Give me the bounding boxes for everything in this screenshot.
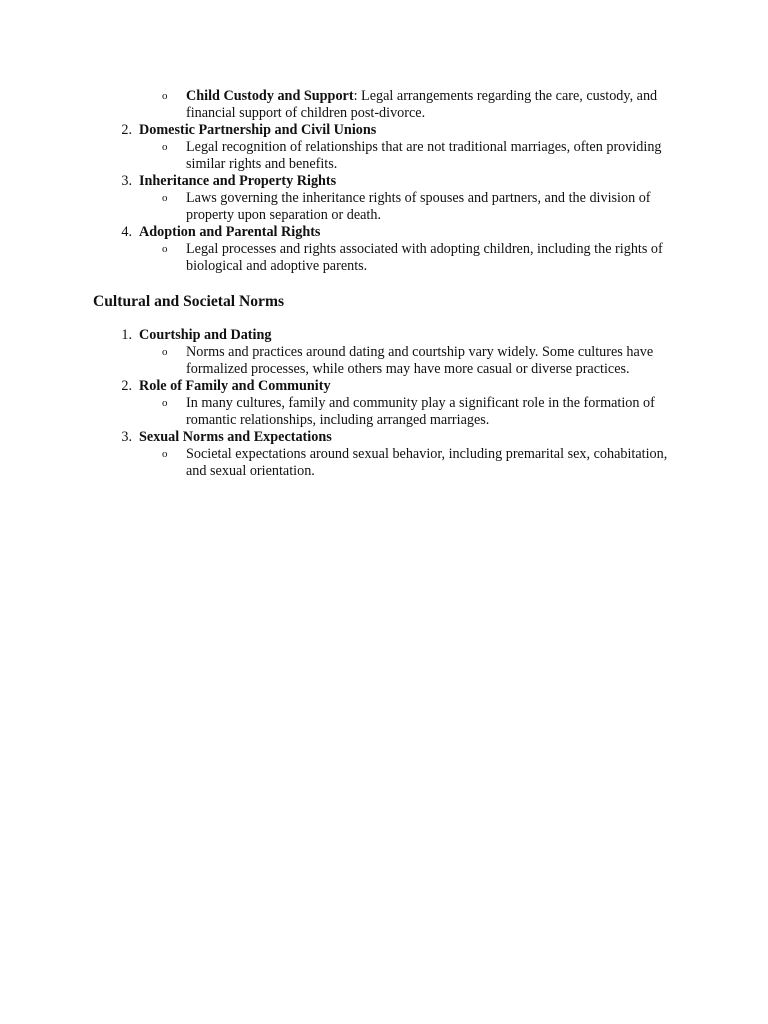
list-item-heading xyxy=(0,173,768,190)
bullet-text: Societal expectations around sexual behavior, including premarital sex, cohabitation, and sexual orientation. xyxy=(186,446,668,479)
list-item-number: 2. xyxy=(121,122,132,138)
bullet-marker: o xyxy=(162,397,168,409)
list-bullet xyxy=(0,241,676,275)
list-item xyxy=(0,122,768,173)
bullet-marker: o xyxy=(162,346,168,358)
cultural-norms-list xyxy=(0,327,768,480)
list-bullet xyxy=(0,190,676,224)
list-item-heading xyxy=(0,327,768,344)
list-item-heading xyxy=(0,429,768,446)
list-item xyxy=(0,429,768,480)
list-item xyxy=(0,327,768,378)
list-bullet xyxy=(0,139,676,173)
list-item-number: 2. xyxy=(121,378,132,394)
list-item-number: 3. xyxy=(121,173,132,189)
list-item-title: Sexual Norms and Expectations xyxy=(139,429,332,445)
bullet-term-description: : Legal arrangements regarding the care, custody, and financial support of children post-divorce. xyxy=(186,88,658,121)
bullet-term: Child Custody and Support xyxy=(186,88,354,104)
list-bullet xyxy=(0,344,676,378)
section-heading: Cultural and Societal Norms xyxy=(93,293,285,310)
bullet-text: Legal recognition of relationships that are not traditional marriages, often providing similar rights and benefits. xyxy=(186,139,662,172)
bullet-marker: o xyxy=(162,90,168,102)
list-bullet xyxy=(0,446,676,480)
list-item-heading xyxy=(0,224,768,241)
list-item-title: Adoption and Parental Rights xyxy=(139,224,321,240)
bullet-text: Laws governing the inheritance rights of spouses and partners, and the division of property upon separation or death. xyxy=(186,190,651,223)
list-item-number: 3. xyxy=(121,429,132,445)
list-item-heading xyxy=(0,378,768,395)
list-item-heading xyxy=(0,122,768,139)
bullet-text: In many cultures, family and community play a significant role in the formation of romantic relationships, including arranged marriages. xyxy=(186,395,655,428)
list-item-number: 1. xyxy=(121,327,132,343)
list-item-title: Inheritance and Property Rights xyxy=(139,173,337,189)
list-item xyxy=(0,378,768,429)
list-item-number: 4. xyxy=(121,224,132,240)
bullet-text: Legal processes and rights associated with adopting children, including the rights of biological and adoptive parents. xyxy=(186,241,663,274)
bullet-text: Norms and practices around dating and courtship vary widely. Some cultures have formalized processes, while others may have more casual or diverse practices. xyxy=(186,344,654,377)
legal-aspects-list-continued xyxy=(0,88,768,275)
bullet-marker: o xyxy=(162,141,168,153)
list-bullet xyxy=(0,88,676,122)
bullet-marker: o xyxy=(162,192,168,204)
bullet-marker: o xyxy=(162,243,168,255)
list-item-title: Courtship and Dating xyxy=(139,327,272,343)
list-bullet xyxy=(0,395,676,429)
list-item-title: Role of Family and Community xyxy=(139,378,331,394)
bullet-text xyxy=(186,88,657,121)
bullet-marker: o xyxy=(162,448,168,460)
list-item xyxy=(0,173,768,224)
list-item xyxy=(0,224,768,275)
list-item-title: Domestic Partnership and Civil Unions xyxy=(139,122,377,138)
